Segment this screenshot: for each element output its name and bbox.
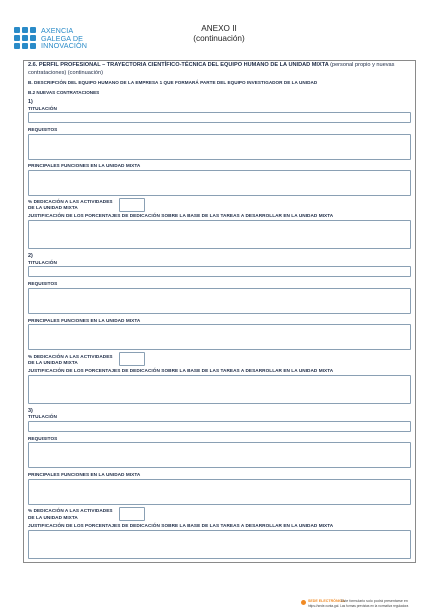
justificacion-label: JUSTIFICACIÓN DE LOS PORCENTAJES DE DEDICACIÓN SOBRE LA BASE DE LAS TAREAS A DESARROLLAR EN LA UNIDAD MIXTA <box>28 523 334 528</box>
logo-line-3: INNOVACIÓN <box>41 41 87 51</box>
badge-title: SEDE ELECTRÓNICA <box>308 599 345 603</box>
section-heading <box>28 62 412 77</box>
requisitos-label: REQUISITOS <box>28 127 58 132</box>
dedicacion-label-2: DE LA UNIDAD MIXTA <box>28 360 78 365</box>
logo-line-2: GALEGA DE <box>41 33 84 43</box>
titulacion-field-3[interactable] <box>28 421 411 432</box>
sede-electronica-icon <box>301 600 306 605</box>
justificacion-field-1[interactable] <box>28 220 411 249</box>
entry-number: 2) <box>28 253 33 259</box>
funciones-label: PRINCIPALES FUNCIONES EN LA UNIDAD MIXTA <box>28 163 141 168</box>
justificacion-field-2[interactable] <box>28 375 411 404</box>
badge-text: Este formulario solo podrá presentarse en <box>341 599 408 603</box>
logo-line-1: AXENCIA <box>41 26 74 35</box>
logo-mark-icon <box>14 27 36 49</box>
dedicacion-field-1[interactable] <box>119 198 145 212</box>
badge-line-2: https://sede.xunta.gal. Las formas previstas en la normativa reguladora <box>308 604 409 608</box>
titulacion-label: TITULACIÓN <box>28 260 57 265</box>
titulacion-field-1[interactable] <box>28 112 411 123</box>
titulacion-label: TITULACIÓN <box>28 106 57 111</box>
section-heading-bold: 2.6. PERFIL PROFESIONAL – TRAYECTORIA CIENTÍFICO-TÉCNICA DEL EQUIPO HUMANO DE LA UNIDAD MIXTA <box>28 62 329 68</box>
titulacion-field-2[interactable] <box>28 266 411 277</box>
requisitos-label: REQUISITOS <box>28 281 58 286</box>
dedicacion-label-2: DE LA UNIDAD MIXTA <box>28 515 78 520</box>
requisitos-field-2[interactable] <box>28 288 411 314</box>
requisitos-field-1[interactable] <box>28 134 411 160</box>
section-heading-note: (personal propio y nuevas contrataciones) (continuación) <box>28 62 395 76</box>
funciones-field-2[interactable] <box>28 324 411 350</box>
justificacion-field-3[interactable] <box>28 530 411 559</box>
dedicacion-label: % DEDICACIÓN A LAS ACTIVIDADES <box>28 354 113 359</box>
justificacion-label: JUSTIFICACIÓN DE LOS PORCENTAJES DE DEDICACIÓN SOBRE LA BASE DE LAS TAREAS A DESARROLLAR EN LA UNIDAD MIXTA <box>28 368 334 373</box>
requisitos-field-3[interactable] <box>28 442 411 468</box>
dedicacion-field-2[interactable] <box>119 352 145 366</box>
annex-subtitle: (continuación) <box>193 33 245 43</box>
entry-number: 3) <box>28 408 33 414</box>
funciones-field-3[interactable] <box>28 479 411 505</box>
justificacion-label: JUSTIFICACIÓN DE LOS PORCENTAJES DE DEDICACIÓN SOBRE LA BASE DE LAS TAREAS A DESARROLLAR EN LA UNIDAD MIXTA <box>28 213 334 218</box>
dedicacion-label: % DEDICACIÓN A LAS ACTIVIDADES <box>28 508 113 513</box>
logo-text <box>41 27 87 50</box>
dedicacion-field-3[interactable] <box>119 507 145 521</box>
requisitos-label: REQUISITOS <box>28 436 58 441</box>
annex-title: ANEXO II <box>201 24 237 33</box>
xunta-innovacion-logo <box>14 27 124 49</box>
entry-number: 1) <box>28 99 33 105</box>
dedicacion-label: % DEDICACIÓN A LAS ACTIVIDADES <box>28 199 113 204</box>
subsection-b-heading: B. DESCRIPCIÓN DEL EQUIPO HUMANO DE LA EMPRESA 1 QUE FORMARÁ PARTE DEL EQUIPO INVESTIGADOR DE LA UNIDAD <box>28 80 318 85</box>
subsection-b2-heading: B.2 NUEVAS CONTRATACIONES <box>28 90 100 95</box>
document-title <box>160 24 278 43</box>
dedicacion-label-2: DE LA UNIDAD MIXTA <box>28 205 78 210</box>
funciones-field-1[interactable] <box>28 170 411 196</box>
funciones-label: PRINCIPALES FUNCIONES EN LA UNIDAD MIXTA <box>28 472 141 477</box>
funciones-label: PRINCIPALES FUNCIONES EN LA UNIDAD MIXTA <box>28 318 141 323</box>
titulacion-label: TITULACIÓN <box>28 414 57 419</box>
